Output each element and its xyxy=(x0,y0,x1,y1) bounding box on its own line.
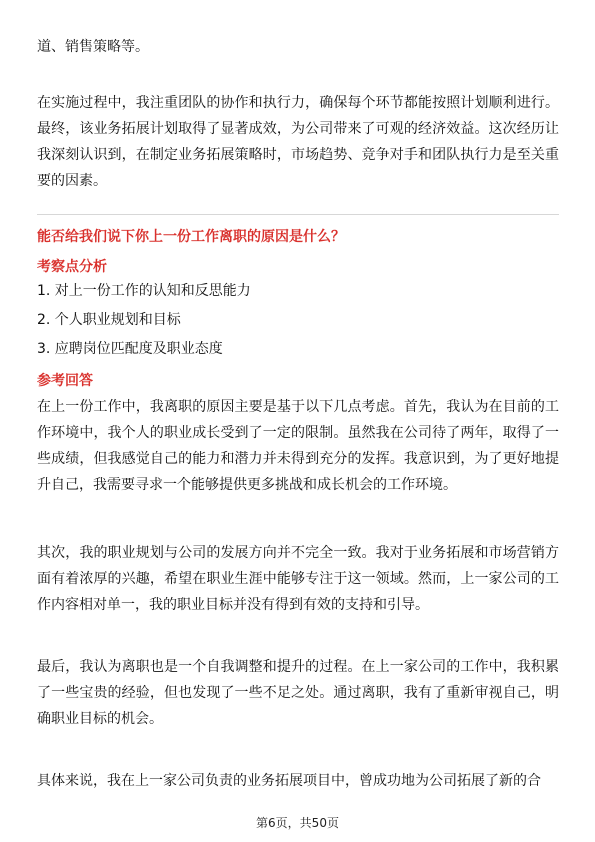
section-divider xyxy=(37,214,559,215)
answer-paragraph: 在上一份工作中，我离职的原因主要是基于以下几点考虑。首先，我认为在目前的工作环境中，我个人的职业成长受到了一定的限制。虽然我在公司待了两年，取得了一些成绩，但我感觉自己的能力和潜力并未得到充分的发挥。我意识到，为了更好地提升自己，我需要寻求一个能够提供更多挑战和成长机会的工作环境。 xyxy=(37,399,559,493)
implementation-paragraph: 在实施过程中，我注重团队的协作和执行力，确保每个环节都能按照计划顺利进行。最终，该业务拓展计划取得了显著成效，为公司带来了可观的经济效益。这次经历让我深刻认识到，在制定业务拓展策略时，市场趋势、竞争对手和团队执行力是至关重要的因素。 xyxy=(37,95,559,189)
analysis-item: 3. 应聘岗位匹配度及职业态度 xyxy=(37,341,223,357)
analysis-heading: 考察点分析 xyxy=(37,259,107,275)
answer-paragraph: 具体来说，我在上一家公司负责的业务拓展项目中，曾成功地为公司拓展了新的合 xyxy=(37,773,541,789)
analysis-item: 2. 个人职业规划和目标 xyxy=(37,312,181,328)
answer-paragraph: 最后，我认为离职也是一个自我调整和提升的过程。在上一家公司的工作中，我积累了一些宝贵的经验，但也发现了一些不足之处。通过离职，我有了重新审视自己，明确职业目标的机会。 xyxy=(37,659,559,727)
page-number-footer: 第6页，共50页 xyxy=(256,816,339,830)
question-title: 能否给我们说下你上一份工作离职的原因是什么？ xyxy=(37,229,345,245)
analysis-item: 1. 对上一份工作的认知和反思能力 xyxy=(37,283,251,299)
continued-paragraph: 道、销售策略等。 xyxy=(37,39,149,55)
answer-heading: 参考回答 xyxy=(37,373,93,389)
answer-paragraph: 其次，我的职业规划与公司的发展方向并不完全一致。我对于业务拓展和市场营销方面有着浓厚的兴趣，希望在职业生涯中能够专注于这一领域。然而，上一家公司的工作内容相对单一，我的职业目标并没有得到有效的支持和引导。 xyxy=(37,545,559,613)
